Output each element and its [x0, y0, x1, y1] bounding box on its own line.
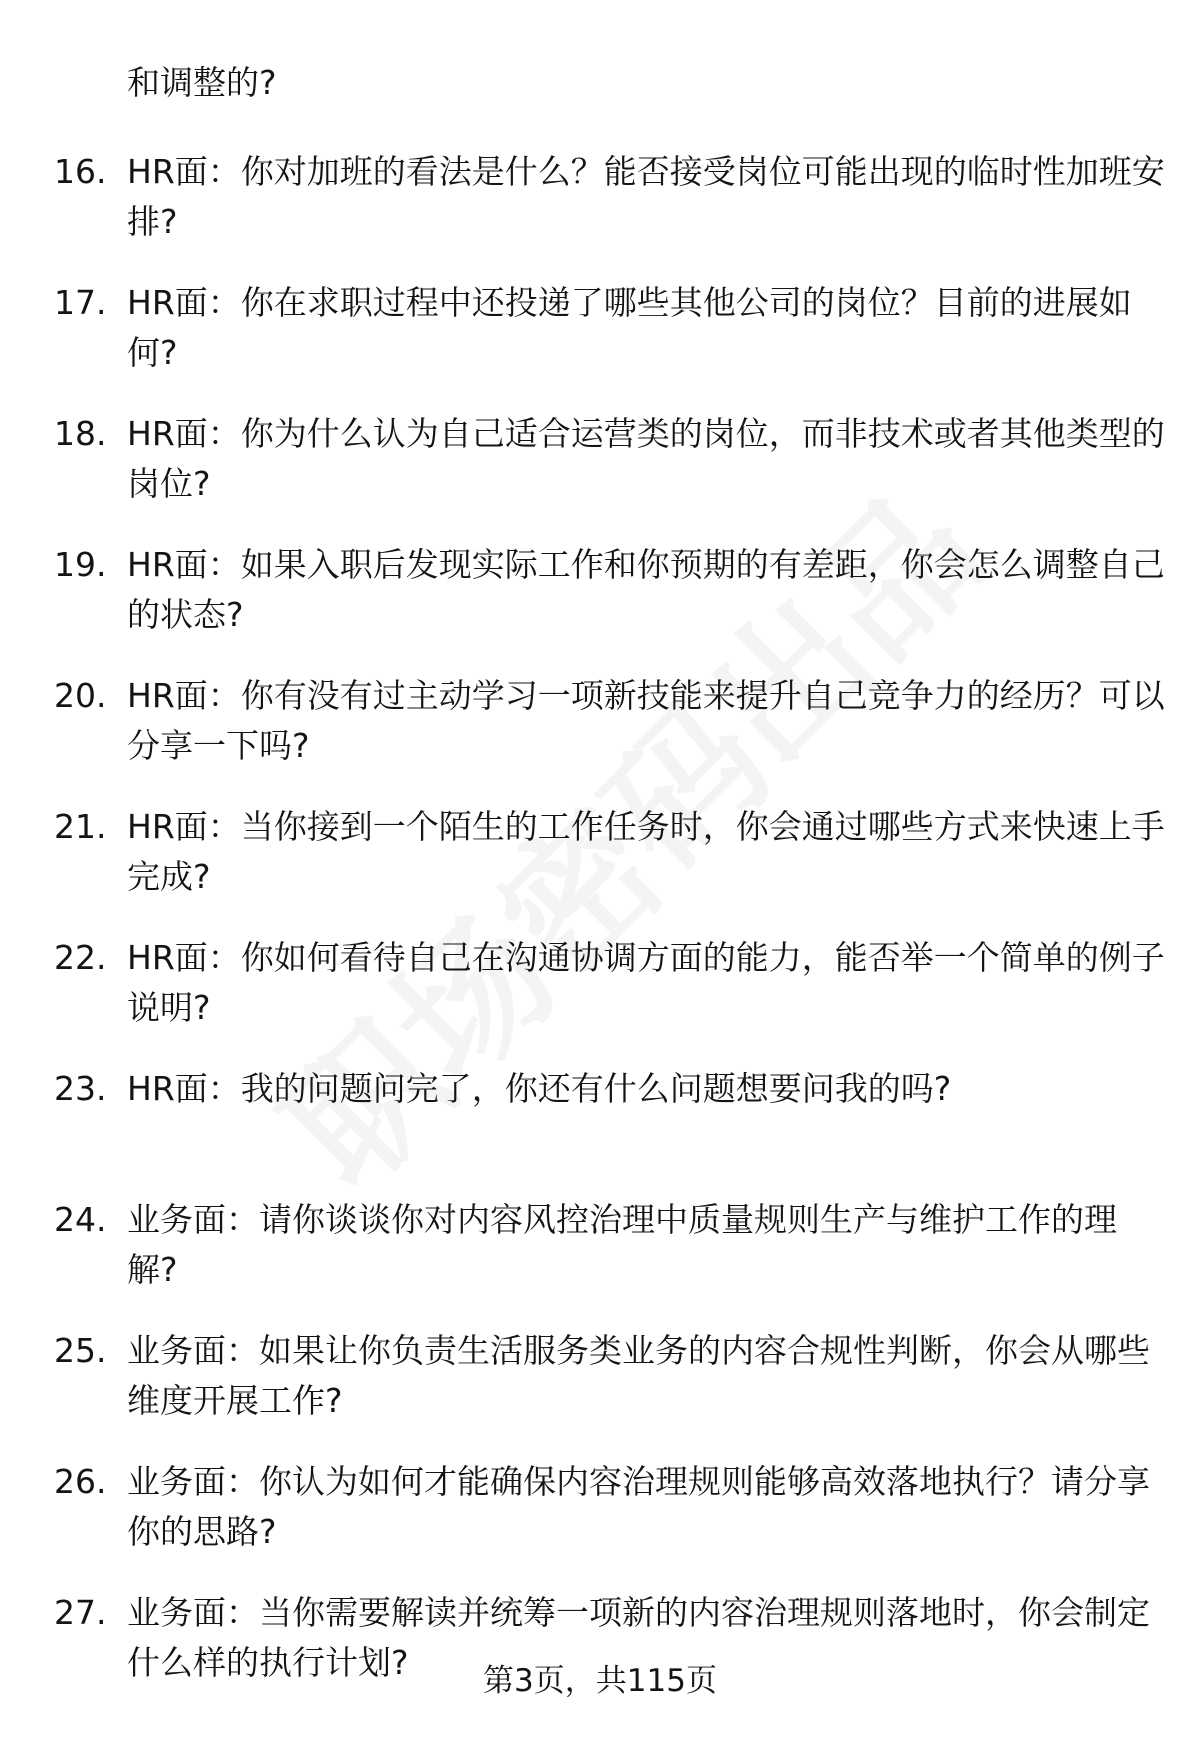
question-item	[0, 1326, 1200, 1457]
question-text: 业务面：如果让你负责生活服务类业务的内容合规性判断，你会从哪些维度开展工作?	[127, 1331, 1150, 1420]
question-number: 22.	[54, 938, 107, 977]
question-item	[0, 409, 1200, 540]
question-text: HR面：我的问题问完了，你还有什么问题想要问我的吗?	[127, 1069, 952, 1108]
question-text: HR面：你有没有过主动学习一项新技能来提升自己竞争力的经历？可以分享一下吗?	[127, 676, 1165, 765]
question-number: 24.	[54, 1200, 107, 1239]
question-item	[0, 1064, 1200, 1195]
question-item	[0, 1195, 1200, 1326]
question-number: 17.	[54, 283, 107, 322]
question-text: HR面：你如何看待自己在沟通协调方面的能力，能否举一个简单的例子说明?	[127, 938, 1165, 1027]
continued-question-text: 和调整的?	[127, 63, 277, 102]
question-text: HR面：你在求职过程中还投递了哪些其他公司的岗位？目前的进展如何?	[127, 283, 1132, 372]
question-item	[0, 802, 1200, 933]
question-number: 23.	[54, 1069, 107, 1108]
question-item	[0, 1457, 1200, 1588]
question-number: 21.	[54, 807, 107, 846]
question-number: 25.	[54, 1331, 107, 1370]
question-text: HR面：你为什么认为自己适合运营类的岗位，而非技术或者其他类型的岗位?	[127, 414, 1165, 503]
question-text: HR面：你对加班的看法是什么？能否接受岗位可能出现的临时性加班安排?	[127, 152, 1165, 241]
question-number: 27.	[54, 1593, 107, 1632]
question-text: 业务面：当你需要解读并统筹一项新的内容治理规则落地时，你会制定什么样的执行计划?	[127, 1593, 1150, 1682]
question-text: 业务面：你认为如何才能确保内容治理规则能够高效落地执行？请分享你的思路?	[127, 1462, 1150, 1551]
question-list	[0, 147, 1200, 1719]
question-number: 16.	[54, 152, 107, 191]
question-item	[0, 671, 1200, 802]
question-number: 19.	[54, 545, 107, 584]
question-number: 20.	[54, 676, 107, 715]
question-item	[0, 278, 1200, 409]
question-text: HR面：如果入职后发现实际工作和你预期的有差距，你会怎么调整自己的状态?	[127, 545, 1165, 634]
question-item	[0, 147, 1200, 278]
question-number: 26.	[54, 1462, 107, 1501]
question-number: 18.	[54, 414, 107, 453]
question-text: 业务面：请你谈谈你对内容风控治理中质量规则生产与维护工作的理解?	[127, 1200, 1117, 1289]
page-number-footer: 第3页，共115页	[483, 1663, 717, 1699]
question-text: HR面：当你接到一个陌生的工作任务时，你会通过哪些方式来快速上手完成?	[127, 807, 1165, 896]
question-item	[0, 933, 1200, 1064]
question-item	[0, 540, 1200, 671]
